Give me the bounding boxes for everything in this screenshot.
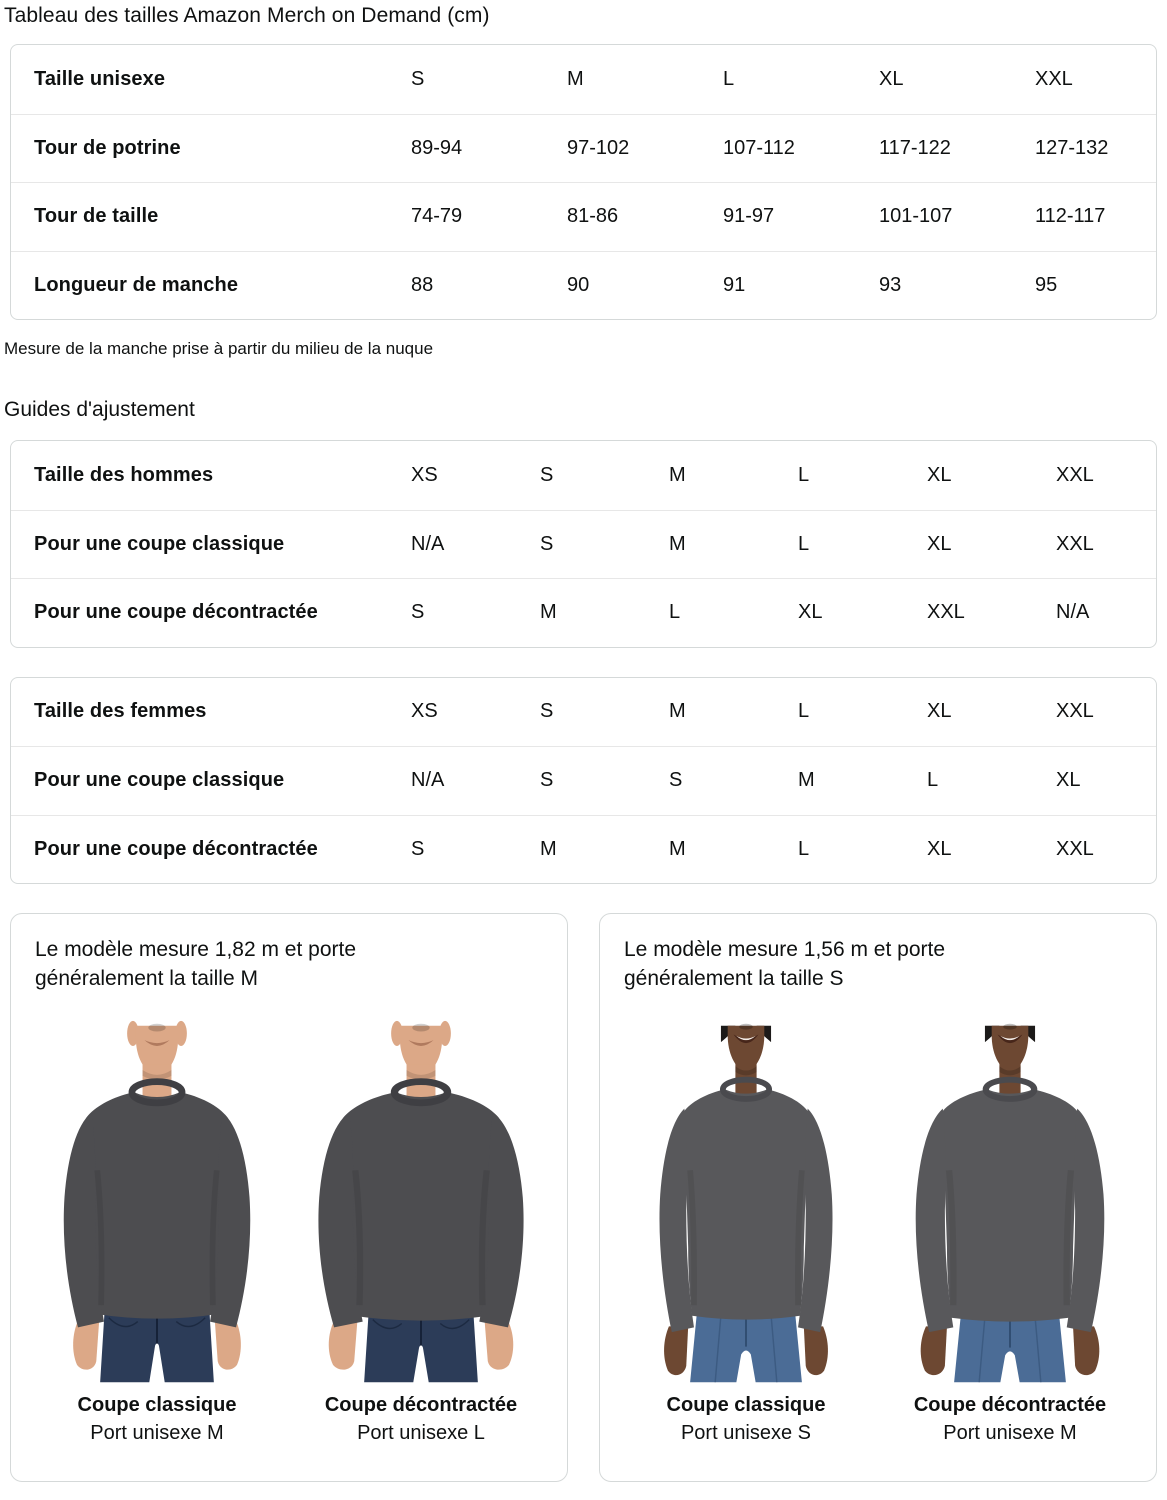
cell-value: 95 — [1035, 273, 1058, 296]
cell-value: 127-132 — [1035, 136, 1109, 159]
model-hand — [215, 1321, 241, 1370]
cell-value: M — [669, 837, 686, 860]
model-hand — [485, 1321, 514, 1370]
cell-value: XXL — [1056, 700, 1094, 723]
men-fit-table — [10, 440, 1157, 648]
model-hand — [921, 1326, 947, 1375]
cell-value: L — [669, 601, 681, 624]
cell-value: M — [669, 700, 686, 723]
size-table — [10, 44, 1157, 320]
cell-value: XS — [411, 463, 438, 486]
size-caption: Port unisexe M — [943, 1422, 1077, 1444]
cell-value: N/A — [411, 532, 445, 555]
table-row — [11, 578, 1156, 647]
table-row — [11, 441, 1156, 510]
row-label: Tour de taille — [34, 205, 159, 228]
size-caption: Port unisexe L — [357, 1422, 485, 1444]
cell-value: L — [798, 700, 810, 723]
male-relaxed-model-photo — [315, 1019, 527, 1389]
model-hand — [73, 1321, 99, 1370]
page-title: Tableau des tailles Amazon Merch on Demand (cm) — [4, 4, 490, 27]
model-hand — [1073, 1326, 1099, 1375]
cell-value: N/A — [1056, 601, 1090, 624]
model-hand — [664, 1326, 688, 1375]
cell-value: 107-112 — [723, 136, 795, 159]
cell-value: XXL — [1056, 463, 1094, 486]
table-row — [11, 182, 1156, 251]
cell-value: 89-94 — [411, 136, 463, 159]
male-classic-model-photo — [51, 1019, 263, 1389]
cell-value: S — [669, 769, 683, 792]
row-label: Pour une coupe décontractée — [34, 837, 318, 860]
cell-value: 91-97 — [723, 205, 775, 228]
card-heading: Le modèle mesure 1,82 m et porte généralement la taille M — [35, 938, 357, 990]
table-row — [11, 251, 1156, 320]
table-row — [11, 815, 1156, 884]
cell-value: XXL — [1056, 532, 1094, 555]
cell-value: M — [798, 769, 815, 792]
model-card-male — [10, 913, 568, 1482]
cell-value: L — [927, 769, 939, 792]
row-label: Taille des femmes — [34, 700, 207, 723]
size-caption: Port unisexe S — [680, 1422, 812, 1444]
row-label: Longueur de manche — [34, 273, 239, 296]
cell-value: 74-79 — [411, 205, 463, 228]
model-hand — [329, 1321, 358, 1370]
size-caption: Port unisexe M — [90, 1422, 224, 1444]
fit-caption: Coupe classique — [666, 1394, 826, 1416]
row-label: Pour une coupe classique — [34, 532, 285, 555]
cell-value: 90 — [567, 273, 590, 296]
cell-value: 117-122 — [879, 136, 951, 159]
cell-value: XL — [927, 837, 952, 860]
cell-value: S — [411, 601, 425, 624]
cell-value: S — [411, 837, 425, 860]
table-row — [11, 510, 1156, 579]
cell-value: M — [669, 532, 686, 555]
cell-value: XL — [927, 532, 952, 555]
cell-value: XXL — [1056, 837, 1094, 860]
cell-value: XL — [927, 700, 952, 723]
cell-value: L — [723, 67, 735, 90]
fit-caption: Coupe décontractée — [913, 1394, 1107, 1416]
card-heading: Le modèle mesure 1,56 m et porte généralement la taille S — [624, 938, 946, 990]
cell-value: XL — [879, 67, 904, 90]
cell-value: M — [567, 67, 584, 90]
row-label: Tour de potrine — [34, 136, 181, 159]
figure-classic-male — [35, 1019, 279, 1447]
model-card-female — [599, 913, 1157, 1482]
cell-value: N/A — [411, 769, 445, 792]
cell-value: 81-86 — [567, 205, 619, 228]
figure-relaxed-female — [888, 1019, 1132, 1447]
cell-value: 97-102 — [567, 136, 630, 159]
fit-caption: Coupe décontractée — [324, 1394, 518, 1416]
women-fit-table — [10, 677, 1157, 885]
figures-row — [35, 1019, 543, 1447]
cell-value: S — [540, 532, 554, 555]
cell-value: S — [540, 700, 554, 723]
cell-value: S — [540, 769, 554, 792]
cell-value: XL — [798, 601, 823, 624]
row-label: Taille unisexe — [34, 67, 166, 90]
cell-value: 91 — [723, 273, 746, 296]
cell-value: M — [669, 463, 686, 486]
cell-value: M — [540, 601, 557, 624]
cell-value: S — [411, 67, 425, 90]
table-row — [11, 678, 1156, 747]
model-head — [985, 1024, 1035, 1097]
table-row — [11, 45, 1156, 114]
model-cards — [10, 913, 1157, 1482]
row-label: Pour une coupe classique — [34, 769, 285, 792]
cell-value: L — [798, 463, 810, 486]
figures-row — [624, 1019, 1132, 1447]
figure-classic-female — [624, 1019, 868, 1447]
cell-value: XXL — [1035, 67, 1073, 90]
cell-value: S — [540, 463, 554, 486]
cell-value: 112-117 — [1035, 205, 1106, 228]
sleeve-measure-note: Mesure de la manche prise à partir du milieu de la nuque — [4, 339, 434, 358]
row-label: Taille des hommes — [34, 463, 214, 486]
cell-value: XL — [927, 463, 952, 486]
cell-value: XXL — [927, 601, 965, 624]
female-classic-model-photo — [640, 1019, 852, 1389]
cell-value: XL — [1056, 769, 1081, 792]
figure-relaxed-male — [299, 1019, 543, 1447]
cell-value: M — [540, 837, 557, 860]
cell-value: L — [798, 837, 810, 860]
female-relaxed-model-photo — [904, 1019, 1116, 1389]
fit-guides-title: Guides d'ajustement — [4, 398, 195, 421]
table-row — [11, 114, 1156, 183]
cell-value: L — [798, 532, 810, 555]
cell-value: 101-107 — [879, 205, 953, 228]
table-row — [11, 746, 1156, 815]
cell-value: XS — [411, 700, 438, 723]
fit-caption: Coupe classique — [77, 1394, 237, 1416]
row-label: Pour une coupe décontractée — [34, 601, 318, 624]
cell-value: 93 — [879, 273, 902, 296]
cell-value: 88 — [411, 273, 434, 296]
model-hand — [804, 1326, 828, 1375]
